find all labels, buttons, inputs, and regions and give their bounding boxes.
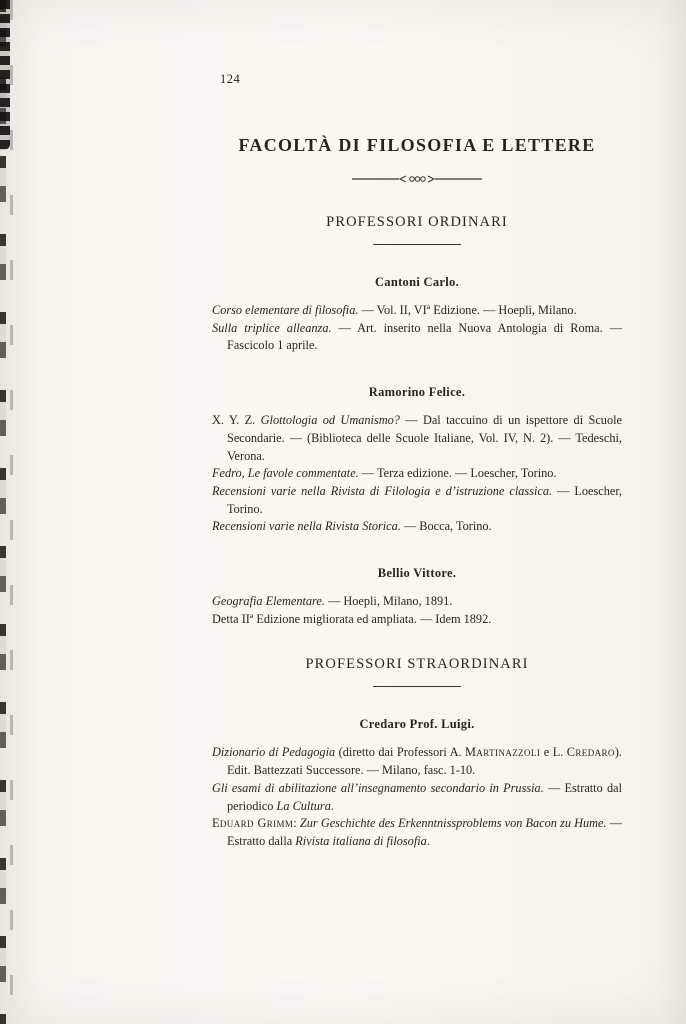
work-text: . xyxy=(330,798,334,813)
section-heading: PROFESSORI ORDINARI xyxy=(326,214,508,230)
work-text: Geografia Elementare. xyxy=(212,594,325,609)
section-heading: PROFESSORI STRAORDINARI xyxy=(305,656,529,673)
professor-name: Credaro Prof. Luigi. xyxy=(359,717,475,732)
work-text: — Vol. II, VIª Edizione. — Hoepli, Milano. xyxy=(358,303,577,317)
work-text: : xyxy=(293,816,300,831)
ornament-divider xyxy=(212,172,622,186)
work-entry xyxy=(212,465,622,483)
work-text: Gli esami di abilitazione all’insegnamento secondario in Prussia. xyxy=(212,780,544,795)
work-text: — Hoepli, Milano, 1891. xyxy=(324,594,453,609)
work-text: Rivista italiana di filosofia xyxy=(295,833,427,848)
work-text: e L. xyxy=(540,745,567,760)
work-text: Detta IIª Edizione migliorata ed ampliata. — Idem 1892. xyxy=(212,611,492,626)
heading-rule xyxy=(373,244,461,245)
work-text: (diretto dai Professori A. xyxy=(335,745,466,760)
work-entry xyxy=(212,611,622,629)
work-text: — Terza edizione. — Loescher, Torino. xyxy=(358,466,557,481)
professor-name: Bellio Vittore. xyxy=(377,566,457,581)
work-text: Glottologia od Umanismo? xyxy=(260,413,400,428)
work-entry xyxy=(212,412,622,465)
work-text: — Bocca, Torino. xyxy=(400,519,492,534)
page-content xyxy=(212,72,622,851)
work-text: — Dal taccuino di un ispettore di Scuole Secondarie. — (Biblioteca delle Scuole Italiane, Vol. IV, N. 2). — Tedeschi, Verona. xyxy=(227,413,622,463)
sections-container xyxy=(212,214,622,851)
work-text: Credaro xyxy=(566,745,615,760)
scan-binding-artifact-top xyxy=(0,0,10,150)
work-entry xyxy=(212,593,622,611)
scan-binding-artifact xyxy=(0,0,6,1024)
professors-section xyxy=(212,656,622,850)
scan-binding-artifact-faint xyxy=(10,0,13,1024)
work-text: — Art. inserito nella Nuova Antologia di Roma. — Fascicolo 1 aprile. xyxy=(227,320,622,353)
faculty-title: FACOLTÀ DI FILOSOFIA E LETTERE xyxy=(238,135,596,155)
professor-name: Ramorino Felice. xyxy=(368,385,466,400)
work-text: Sulla triplice alleanza. xyxy=(212,320,332,335)
work-text: La Cultura xyxy=(276,798,331,813)
work-text: Recensioni varie nella Rivista di Filologia e d’istruzione classica. xyxy=(212,483,553,498)
professor-name: Cantoni Carlo. xyxy=(374,275,460,289)
work-entry xyxy=(212,483,622,518)
work-text: X. Y. Z. xyxy=(212,413,261,428)
work-text: Eduard Grimm xyxy=(212,816,294,831)
heading-rule xyxy=(373,686,461,687)
work-entry xyxy=(212,518,622,536)
work-entry xyxy=(212,744,622,779)
work-text: — Loescher, Torino. xyxy=(227,483,622,516)
work-text: Zur Geschichte des Erkenntnissproblems von Bacon zu Hume. xyxy=(299,816,607,831)
professors-section xyxy=(212,214,622,628)
work-text: Martinazzoli xyxy=(465,745,541,760)
work-text: Fedro, Le favole commentate. xyxy=(212,466,359,481)
work-text: ). Edit. Battezzati Successore. — Milano, fasc. 1-10. xyxy=(227,745,622,778)
ornament-icon xyxy=(352,172,482,186)
work-text: . xyxy=(426,833,430,848)
work-text: Corso elementare di filosofia. xyxy=(212,303,359,317)
work-entry xyxy=(212,815,622,850)
work-entry xyxy=(212,302,622,320)
work-entry xyxy=(212,780,622,815)
work-text: — Estratto dal periodico xyxy=(227,780,622,813)
page-number: 124 xyxy=(220,72,241,86)
work-entry xyxy=(212,320,622,355)
work-text: — Estratto dalla xyxy=(227,816,623,848)
work-text: Recensioni varie nella Rivista Storica. xyxy=(212,519,401,534)
work-text: Dizionario di Pedagogia xyxy=(212,745,336,760)
